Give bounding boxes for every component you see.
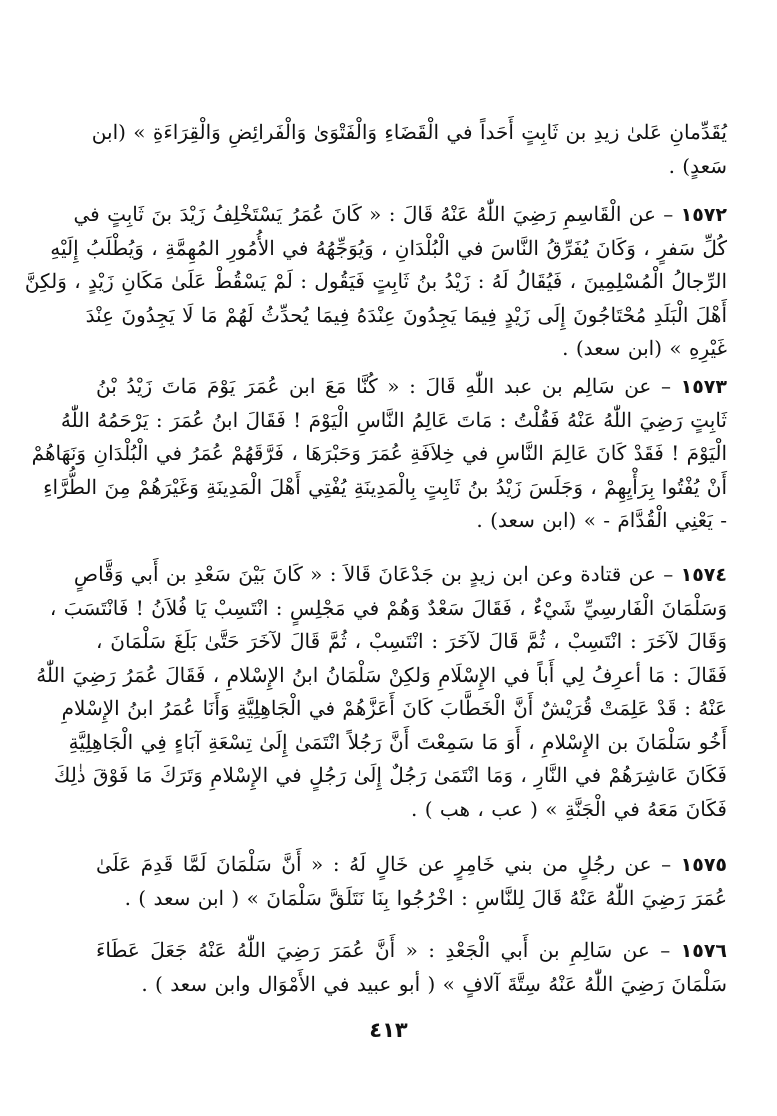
hadith-paragraph-1573	[31, 370, 727, 538]
text-line: سَعدٍ) .	[668, 153, 727, 178]
text-line: يُقَدِّمانِ عَلىٰ زيدِ بن ثَابِتٍ أَحَداً في الْقَضَاءِ وَالْفَتْوَىٰ وَالْفَرائِضِ وَالْقِرَاءَةِ » (ابن	[91, 120, 727, 144]
text-line-content: – عن الْقَاسِمِ رَضِيَ اللّٰهُ عَنْهُ قَالَ : « كَانَ عُمَرُ يَسْتَخْلِفُ زَيْدَ بنَ ثَابِتٍ في	[73, 202, 674, 226]
text-line: الرِّجالُ الْمُسْلِمِينَ ، فَيُقَالُ لَهُ : زَيْدُ بنُ ثَابِتٍ فَيَقُول : لَمْ يَسْقُطْ عَلَىٰ مَكَانِ زَيْدٍ ، وَلكِنَّ	[24, 269, 727, 293]
hadith-paragraph-1575	[96, 848, 727, 915]
hadith-number: ١٥٧٣	[680, 376, 727, 398]
text-line: سَلْمَانَ رَضِيَ اللّٰهُ عَنْهُ سِتَّةَ آلافٍ » ( أبو عبيد في الأَمْوَال وابن سعد ) .	[141, 971, 727, 996]
text-line: أَهْلَ الْبَلَدِ مُحْتَاجُونَ إِلَى زَيْدٍ فِيمَا يَجِدُونَ عِنْدَهُ فِيمَا يُحدِّثُ لَهُمْ مَا لَا يَجِدُونَ عِنْدَ	[85, 302, 727, 327]
text-line-content: – عن سَالِمِ بن أَبي الْجَعْدِ : « أَنَّ عُمَرَ رَضِيَ اللّٰهُ عَنْهُ جَعَلَ عَطَاءَ	[96, 938, 671, 962]
hadith-number: ١٥٧٢	[680, 204, 727, 226]
text-line: الْيَوْمَ ! فَقَدْ كَانَ عَالِمَ النَّاسِ في خِلاَفَةِ عُمَرَ وَحَبْرَهَا ، فَرَّقَهُمْ عُمَرُ في الْبُلْدَانِ وَنَهَاهُمْ	[31, 441, 727, 465]
text-line	[73, 558, 727, 592]
text-line: أَنْ يُفْتُوا بِرَأْيِهِمْ ، وَجَلَسَ زَيْدُ بنُ ثَابِتٍ بِالْمَدِينَةِ يُفْتِي أَهْلَ الْمَدِينَةِ وَغَيْرَهُمْ مِنَ الطُّرَّاءِ	[43, 474, 727, 499]
text-line: فَقَالَ : مَا أعرِفُ لِي أَباً في الإِسْلَامِ وَلكِنْ سَلْمَانُ ابنُ الإِسْلامِ ، فَقَالَ عُمَرُ رَضِيَ اللّٰهُ	[36, 662, 727, 687]
text-line: ثَابِتٍ رَضِيَ اللّٰهُ عَنْهُ فَقُلْتُ : مَاتَ عَالِمُ النَّاسِ الْيَوْمَ ! فَقَالَ ابنُ عُمَرَ : يَرْحَمُهُ اللّٰهُ	[60, 407, 727, 432]
text-line: عُمَرَ رَضِيَ اللّٰهُ عَنْهُ قَالَ لِلنَّاسِ : اخْرُجُوا بِنَا نَتَلَقَّ سَلْمَانَ » ( ابن سعد ) .	[124, 885, 727, 910]
page-number: ٤١٣	[369, 1018, 408, 1042]
text-line: فَكَانَ مَعَهُ في الْجَنَّةِ » ( عب ، هب ) .	[410, 796, 727, 821]
text-line: كُلِّ سَفرٍ ، وَكَانَ يُفَرِّقُ النَّاسَ في الْبُلْدَانِ ، وَيُوَجِّهُهُ في الأُمُورِ المُهِمَّةِ ، وَيُطْلَبُ إِلَيْهِ	[50, 235, 727, 260]
hadith-paragraph-1576	[96, 934, 727, 1001]
paragraph-continuation	[91, 116, 727, 183]
hadith-number: ١٥٧٦	[680, 940, 728, 962]
text-line: وَقَالَ لآخَرَ : انْتَسِبْ ، ثُمَّ قَالَ لآخَرَ : انْتَسِبْ ، ثُمَّ قَالَ لآخَرَ حَتَّىٰ بَلَغَ سَلْمَانَ ،	[96, 629, 727, 653]
text-line: غَيْرِهِ » (ابن سعد) .	[562, 336, 727, 360]
text-line: أَخُو سَلْمَانَ بن الإِسْلامِ ، أَوَ مَا سَمِعْتَ أَنَّ رَجُلاً انْتَمَىٰ إِلَىٰ تِسْعَةِ آبَاءٍ فِي الْجَاهِلِيَّةِ	[68, 729, 727, 754]
text-line	[73, 198, 727, 232]
text-line: - يَعْنِي الْقُدَّامَ - » (ابن سعد) .	[476, 508, 727, 532]
hadith-paragraph-1574	[36, 558, 727, 826]
text-line-content: – عن رجُلٍ من بني خَامِرٍ عن خَالٍ لَهُ : « أَنَّ سَلْمَانَ لَمَّا قَدِمَ عَلَىٰ	[96, 852, 672, 876]
text-line-content: – عن قتادة وعن ابن زيدٍ بن جَدْعَانَ قَالاَ : « كَانَ بَيْنَ سَعْدِ بن أَبي وَقَّاصٍ	[73, 562, 674, 586]
text-line: وَسَلْمَانَ الْفَارسِيِّ شَيْءٌ ، فَقَالَ سَعْدٌ وَهُمْ في مَجْلِسٍ : انْتَسِبْ يَا فُلاَنُ ! فَانْتَسَبَ ،	[49, 595, 727, 620]
text-line-content: – عن سَالِم بن عبد اللّٰهِ قَالَ : « كُنَّا مَعَ ابن عُمَرَ يَوْمَ مَاتَ زَيْدُ بْنُ	[96, 374, 671, 398]
text-line: عَنْهُ : قَدْ عَلِمَتْ قُرَيْشٌ أَنَّ الْخَطَّابَ كَانَ أَعَزَّهُمْ في الْجَاهِلِيَّةِ وَأَنَا عُمَرُ ابنُ الإِسْلامِ	[61, 696, 727, 720]
text-line	[96, 934, 727, 968]
text-line	[96, 848, 727, 882]
hadith-number: ١٥٧٥	[680, 854, 728, 876]
hadith-paragraph-1572	[24, 198, 727, 366]
text-line: فَكَانَ عَاشِرَهُمْ في النَّارِ ، وَمَا انْتَمَىٰ رَجُلٌ إِلَىٰ رَجُلٍ في الإِسْلامِ وَتَرَكَ مَا فَوْقَ ذٰلِكَ	[53, 763, 727, 787]
text-line	[96, 370, 727, 404]
hadith-number: ١٥٧٤	[680, 564, 727, 586]
